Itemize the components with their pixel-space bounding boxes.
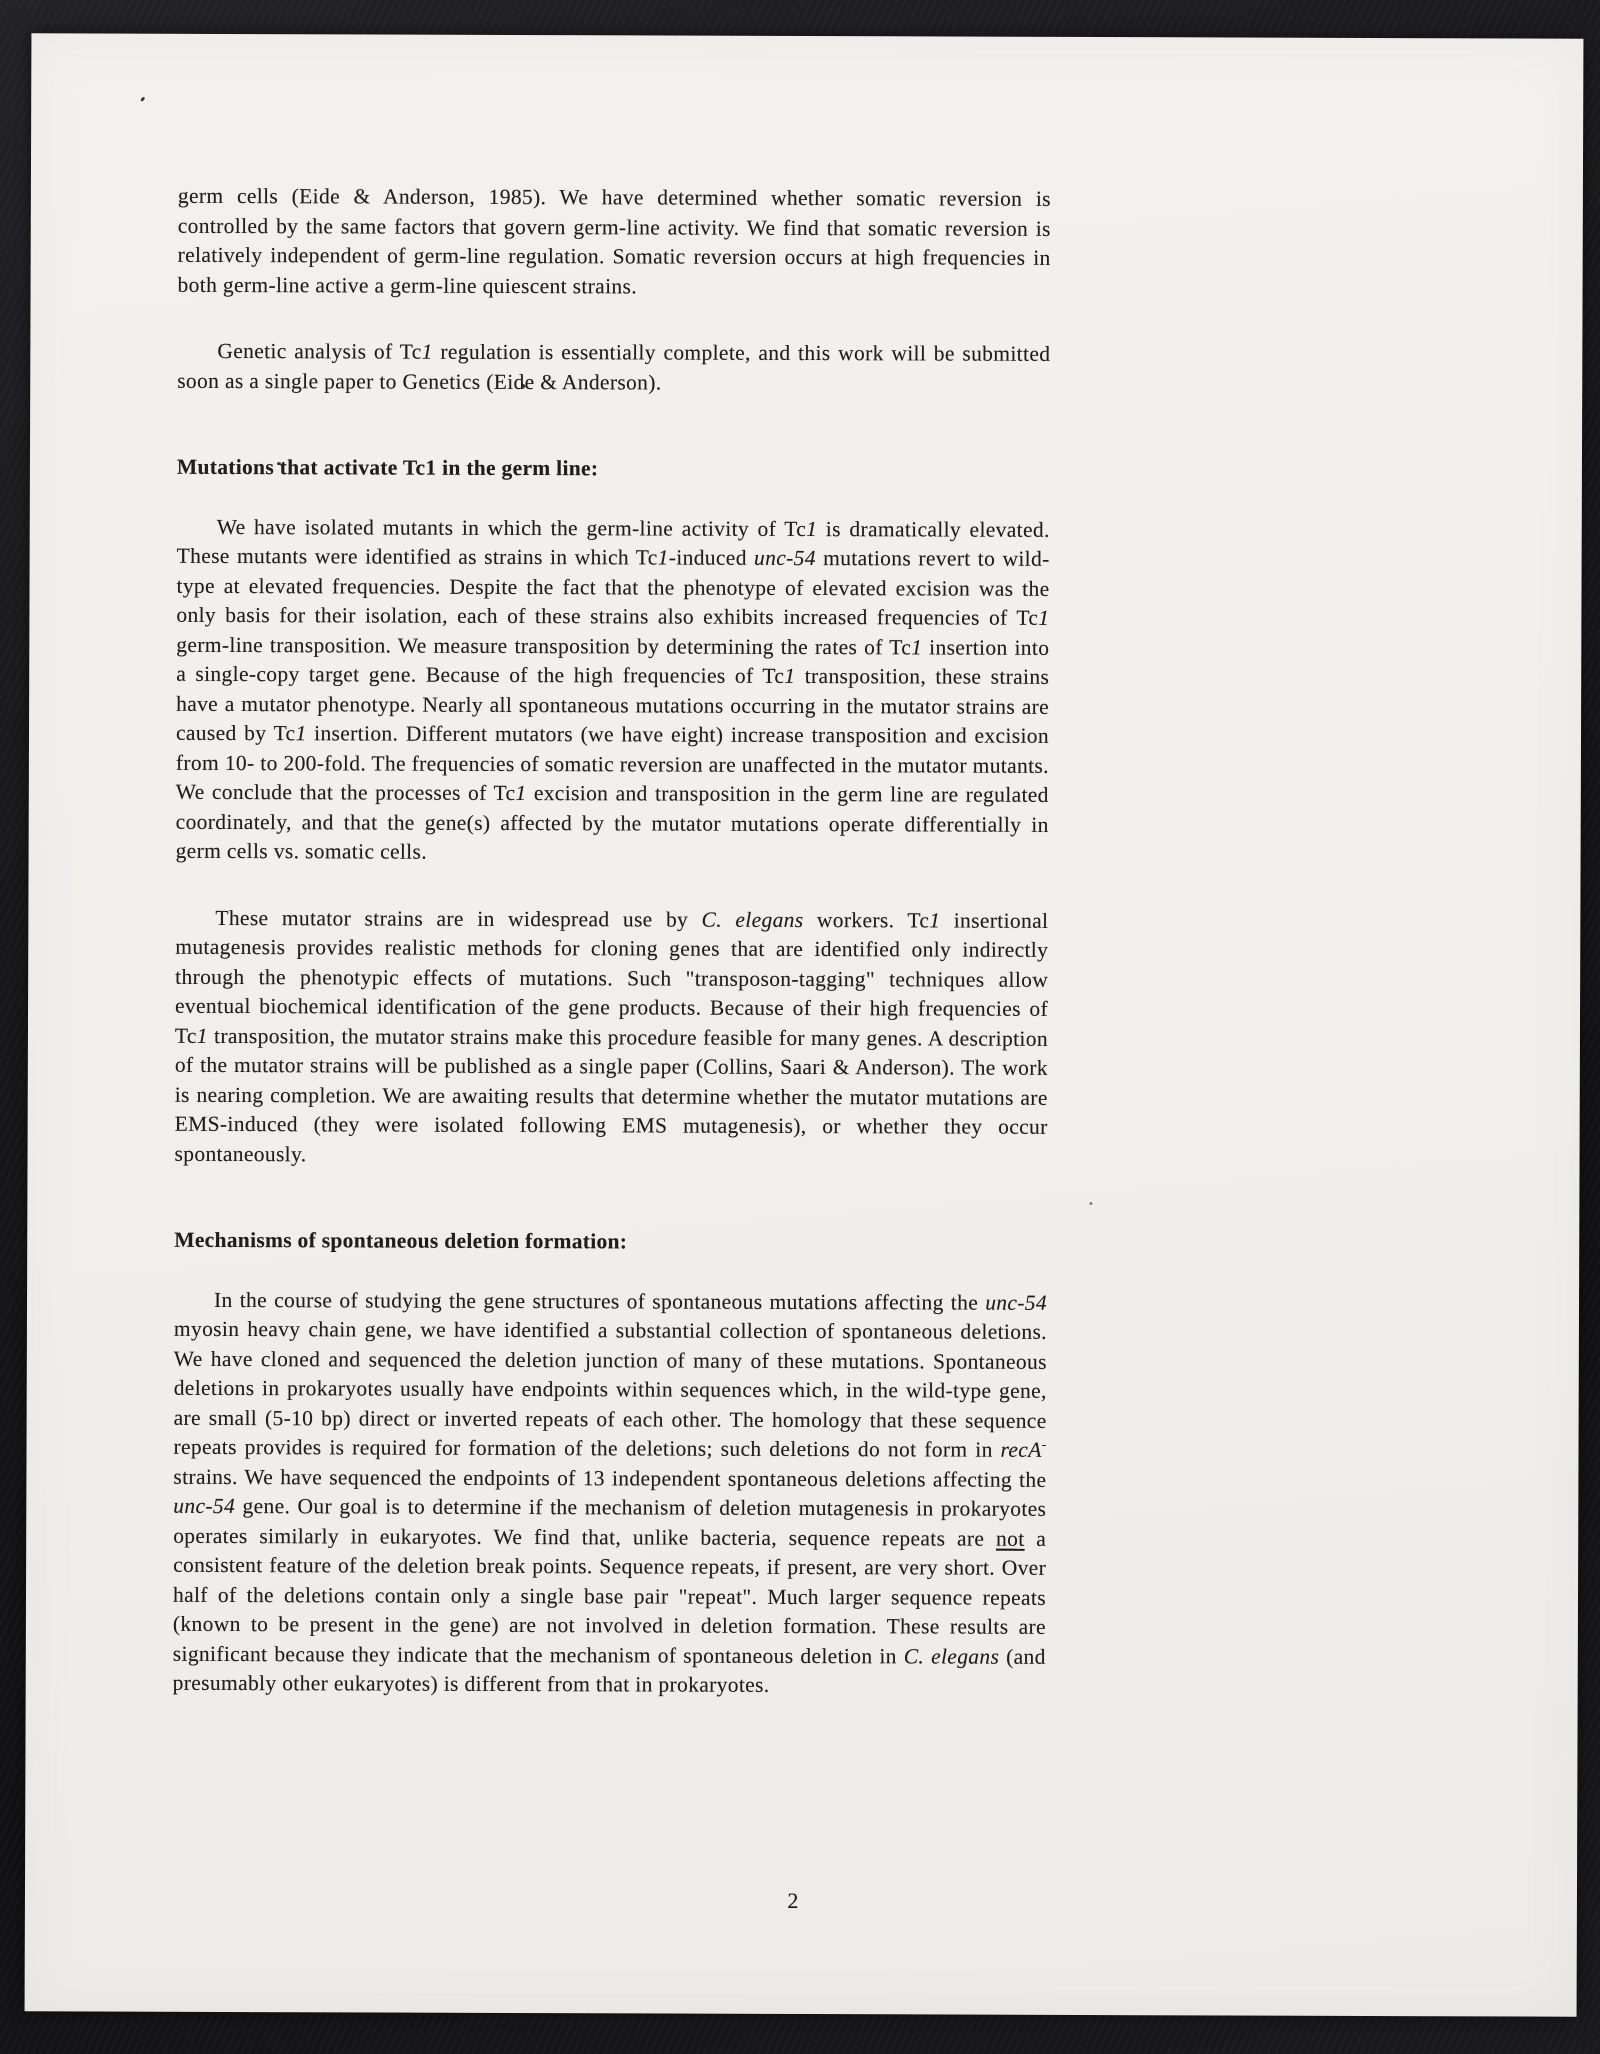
text-run: (and presumably other eukaryotes) is different from that in prokaryotes. [172, 1644, 1046, 1697]
body-paragraph [173, 1285, 1047, 1701]
text-run: recA [1000, 1437, 1042, 1462]
text-run: We have isolated mutants in which the germ-line activity of Tc [216, 514, 807, 541]
text-run: transposition, these strains have a mutator phenotype. Nearly all spontaneous mutations occurring in the mutator strains are caused by Tc [175, 663, 1050, 746]
text-run: 1 [515, 780, 527, 806]
text-run: strains. We have sequenced the endpoints of 13 independent spontaneous deletions affecting the [173, 1464, 1047, 1492]
scan-speck [1089, 1202, 1092, 1205]
page-number: 2 [787, 1887, 799, 1913]
text-run: excision and transposition in the germ line are regulated coordinately, and that the gene(s) affected by the mutator mutations operate differentially in germ cells vs. somatic cells. [175, 781, 1049, 864]
text-run: Mutations that activate Tc1 in the germ line: [176, 454, 599, 481]
text-column [173, 182, 1051, 1702]
text-run: 1 [1038, 605, 1050, 630]
text-run: workers. Tc [803, 907, 930, 932]
text-run: transposition, the mutator strains make this procedure feasible for many genes. A description of the mutator strains will be published as a single paper (Collins, Saari & Anderson). The work is nearing completion. We are awaiting results that determine whether the mutator mutations are EMS-induced (they were isolated following EMS mutagenesis), or whether they occur spontaneously. [174, 1023, 1048, 1166]
text-run: germ-line transposition. We measure transposition by determining the rates of Tc [176, 632, 912, 659]
scan-speck [140, 96, 146, 102]
text-run: Genetic analysis of Tc [217, 338, 422, 364]
text-run: not [996, 1526, 1025, 1551]
text-run: unc-54 [985, 1290, 1048, 1315]
text-run: unc-54 [173, 1493, 236, 1519]
text-run: In the course of studying the gene structures of spontaneous mutations affecting the [213, 1287, 986, 1315]
text-run: C. elegans [701, 907, 804, 932]
text-run: -induced [668, 545, 755, 570]
text-run: - [1041, 1436, 1047, 1452]
text-run: 1 [929, 907, 941, 932]
text-run: gene. Our goal is to determine if the mechanism of deletion mutagenesis in prokaryotes operates similarly in eukaryotes. We find that, unlike bacteria, sequence repeats are [173, 1494, 1047, 1551]
text-run: myosin heavy chain gene, we have identified a substantial collection of spontaneous deletions. We have cloned and sequenced the deletion junction of many of these mutations. Spontaneous deletions in prokaryotes usually have endpoints within sequences which, in the wild-type gene, are small (5-10 bp) direct or inverted repeats of each other. The homology that these sequence repeats provides is required for formation of the deletions; such deletions do not form in [173, 1316, 1047, 1462]
text-run: insertion into a single-copy target gene. Because of the high frequencies of Tc [176, 634, 1050, 688]
text-run: regulation is essentially complete, and this work will be submitted soon as a single paper to Genetics (Eide & Anderson). [177, 339, 1051, 394]
body-paragraph [176, 512, 1050, 869]
text-run: insertion. Different mutators (we have eight) increase transposition and excision from 10- to 200-fold. The frequencies of somatic reversion are unaffected in the mutator mutants. We conclude that the processes of Tc [175, 721, 1050, 805]
text-run: These mutator strains are in widespread use by [215, 905, 702, 932]
text-run: Mechanisms of spontaneous deletion formation: [174, 1227, 628, 1254]
body-paragraph [177, 337, 1050, 399]
body-paragraph [174, 903, 1048, 1172]
text-run: 1 [295, 721, 307, 746]
text-run: C. elegans [903, 1643, 1000, 1669]
section-heading [177, 453, 1050, 486]
section-heading [174, 1226, 1047, 1259]
text-run: germ cells (Eide & Anderson, 1985). We have determined whether somatic reversion is controlled by the same factors that govern germ-line activity. We find that somatic reversion is relatively independent of germ-line regulation. Somatic reversion occurs at high frequencies in both germ-line active a germ-line quiescent strains. [177, 183, 1051, 298]
text-run: 1 [806, 516, 818, 541]
text-run: is dramatically elevated. These mutants were identified as strains in which Tc [176, 516, 1050, 570]
text-run: unc-54 [754, 545, 816, 571]
text-run: a consistent feature of the deletion break points. Sequence repeats, if present, are very short. Over half of the deletions contain only a single base pair "repeat". Much larger sequence repeats (known to be present in the gene) are not involved in deletion formation. These results are significant because they indicate that the mechanism of spontaneous deletion in [172, 1526, 1047, 1668]
text-run: 1 [784, 663, 796, 688]
text-run: insertional mutagenesis provides realistic methods for cloning genes that are identified only indirectly through the phenotypic effects of mutations. Such "transposon-tagging" techniques allow eventual biochemical identification of the gene products. Because of their high frequencies of Tc [174, 907, 1049, 1048]
text-run: 1 [196, 1023, 208, 1048]
text-run: 1 [911, 634, 923, 659]
text-run: 1 [421, 339, 433, 364]
text-run: mutations revert to wild-type at elevated frequencies. Despite the fact that the phenotype of elevated excision was the only basis for their isolation, each of these strains also exhibits increased frequencies of Tc [176, 546, 1050, 630]
text-run: 1 [657, 545, 669, 570]
body-paragraph [178, 182, 1051, 303]
document-page [25, 33, 1584, 2016]
